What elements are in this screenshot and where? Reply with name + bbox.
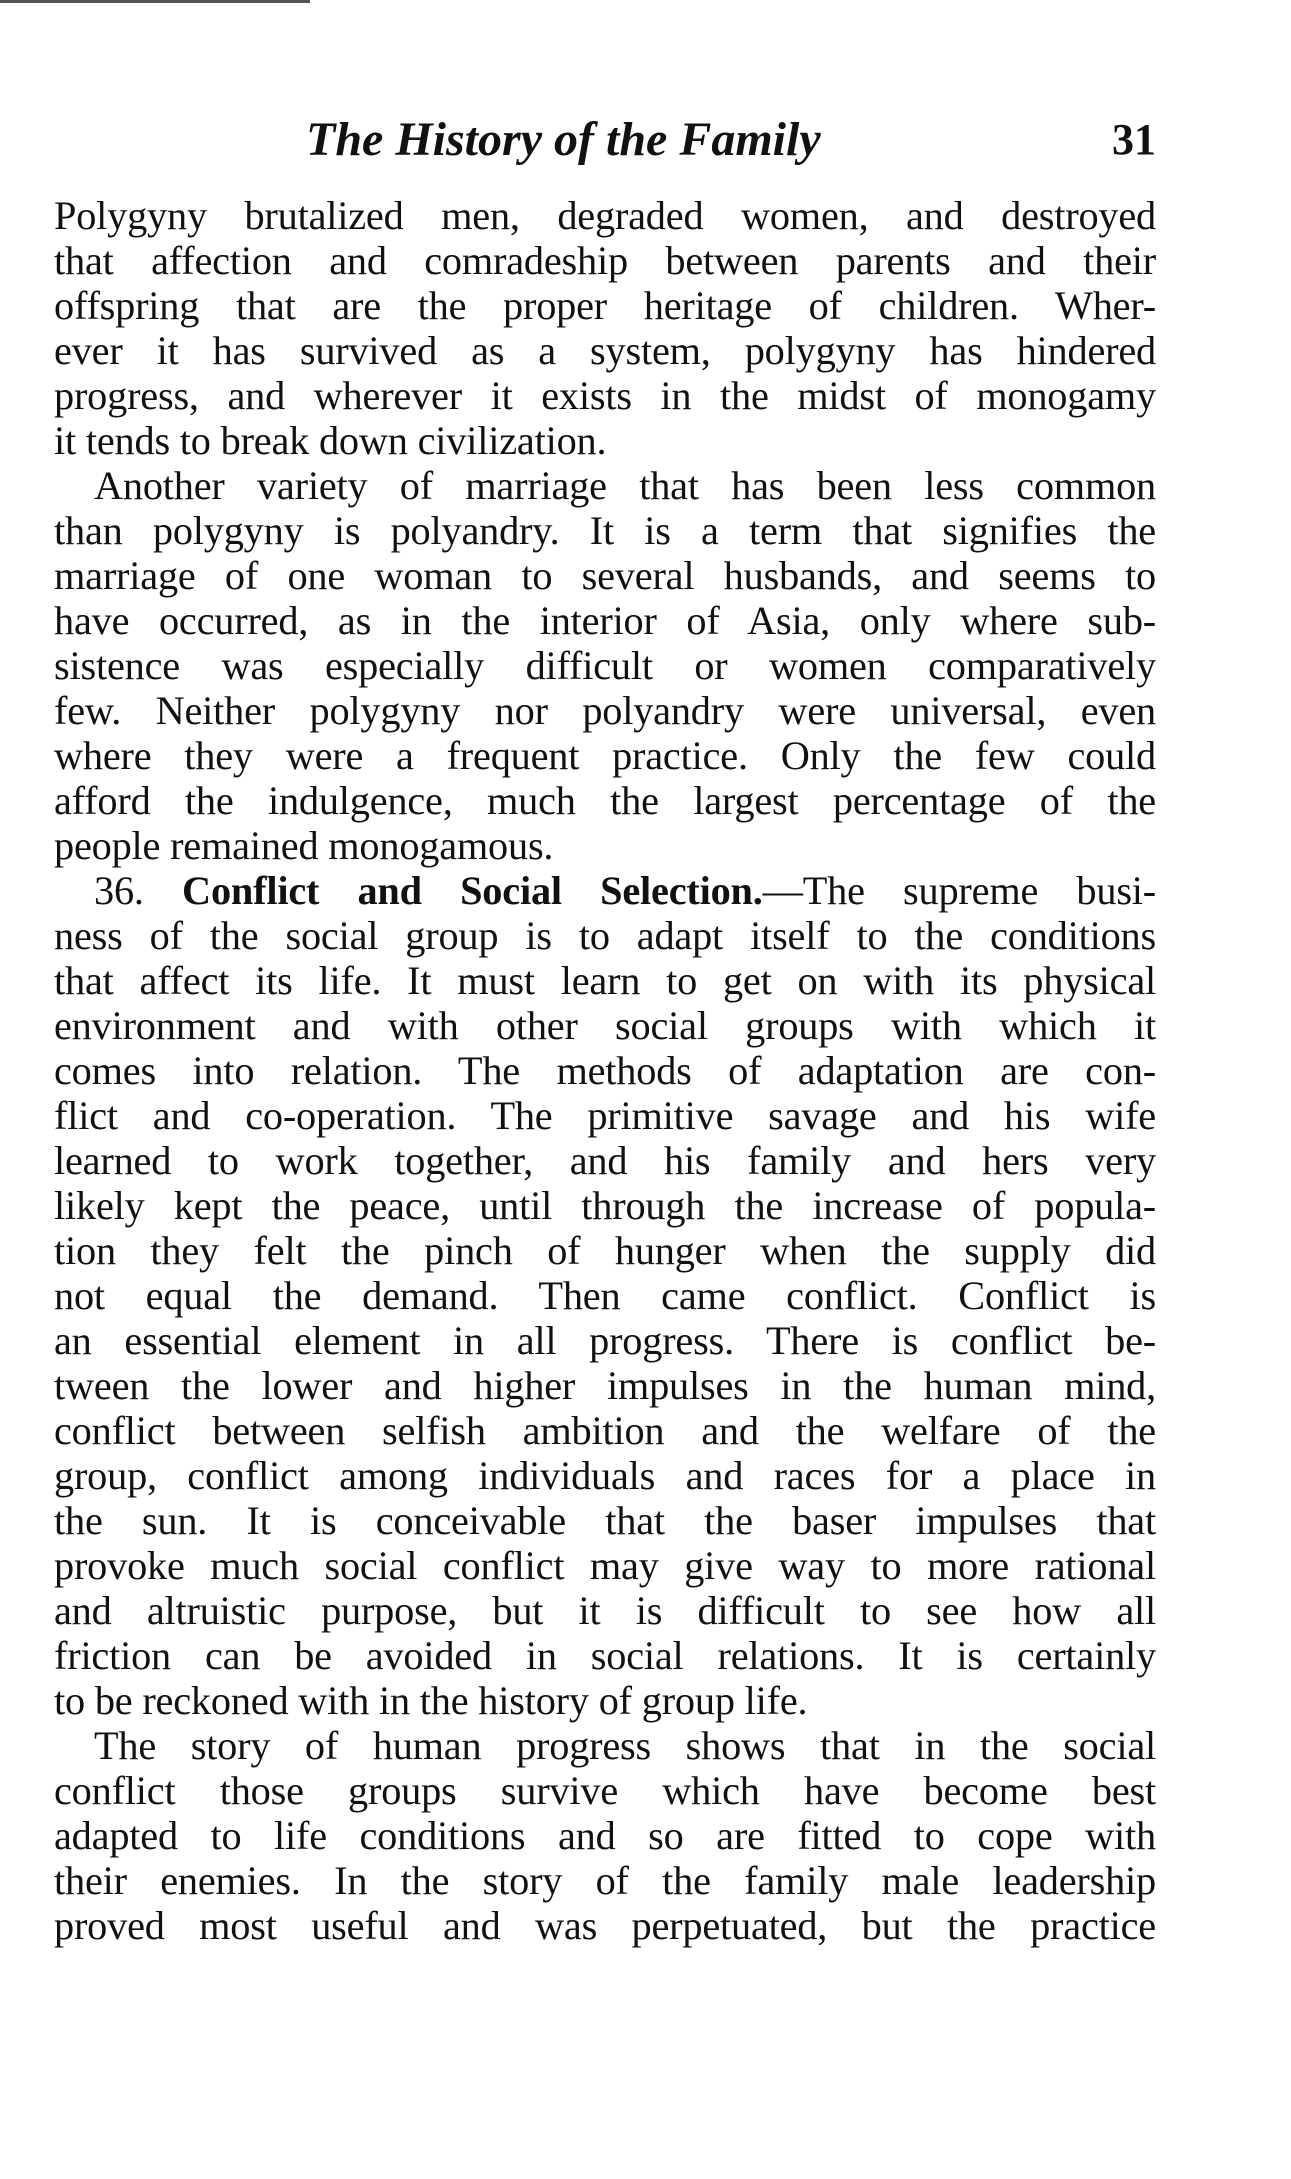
text-line: few. Neither polygyny nor polyandry were universal, even xyxy=(54,688,1156,733)
paragraph-section-36 xyxy=(54,868,1156,1723)
text-line: adapted to life conditions and so are fitted to cope with xyxy=(54,1813,1156,1858)
text-line: afford the indulgence, much the largest percentage of the xyxy=(54,778,1156,823)
running-head xyxy=(56,110,1156,180)
page-number: 31 xyxy=(1112,115,1156,164)
section-first-line-text: —The supreme busi- xyxy=(762,868,1157,913)
text-line: people remained monogamous. xyxy=(54,823,554,868)
text-line: proved most useful and was perpetuated, but the practice xyxy=(54,1903,1156,1948)
text-line: where they were a frequent practice. Only the few could xyxy=(54,733,1156,778)
text-line: sistence was especially difficult or women comparatively xyxy=(54,643,1156,688)
paragraph-polyandry xyxy=(54,463,1156,868)
text-line: an essential element in all progress. There is conflict be- xyxy=(54,1318,1156,1363)
text-line: conflict those groups survive which have become best xyxy=(54,1768,1156,1813)
text-line: comes into relation. The methods of adaptation are con- xyxy=(54,1048,1156,1093)
text-line: Polygyny brutalized men, degraded women, and destroyed xyxy=(54,193,1156,238)
text-line: that affection and comradeship between parents and their xyxy=(54,238,1156,283)
paragraph-polygyny xyxy=(54,193,1156,463)
section-number: 36. xyxy=(94,868,144,913)
text-line: their enemies. In the story of the family male leadership xyxy=(54,1858,1156,1903)
text-line: it tends to break down civilization. xyxy=(54,418,607,463)
text-line: environment and with other social groups with which it xyxy=(54,1003,1156,1048)
text-line: and altruistic purpose, but it is difficult to see how all xyxy=(54,1588,1156,1633)
text-line: not equal the demand. Then came conflict. Conflict is xyxy=(54,1273,1156,1318)
text-line: likely kept the peace, until through the increase of popula- xyxy=(54,1183,1156,1228)
running-title: The History of the Family xyxy=(306,113,821,166)
top-edge-rule xyxy=(0,0,310,3)
paragraph-human-progress xyxy=(54,1723,1156,1948)
text-line: tween the lower and higher impulses in the human mind, xyxy=(54,1363,1156,1408)
text-line: group, conflict among individuals and races for a place in xyxy=(54,1453,1156,1498)
text-line: provoke much social conflict may give way to more rational xyxy=(54,1543,1156,1588)
text-line: Another variety of marriage that has been less common xyxy=(94,463,1156,508)
text-line: flict and co-operation. The primitive savage and his wife xyxy=(54,1093,1156,1138)
text-line: marriage of one woman to several husbands, and seems to xyxy=(54,553,1156,598)
text-line: the sun. It is conceivable that the baser impulses that xyxy=(54,1498,1156,1543)
text-line: progress, and wherever it exists in the midst of monogamy xyxy=(54,373,1156,418)
text-line: learned to work together, and his family and hers very xyxy=(54,1138,1156,1183)
text-line: to be reckoned with in the history of group life. xyxy=(54,1678,808,1723)
text-line: have occurred, as in the interior of Asia, only where sub- xyxy=(54,598,1156,643)
text-line: than polygyny is polyandry. It is a term that signifies the xyxy=(54,508,1156,553)
text-line: offspring that are the proper heritage of children. Wher- xyxy=(54,283,1156,328)
body-text xyxy=(54,193,1156,1948)
text-line: conflict between selfish ambition and the welfare of the xyxy=(54,1408,1156,1453)
section-heading: Conflict and Social Selection. xyxy=(182,868,763,913)
text-line: The story of human progress shows that in the social xyxy=(94,1723,1156,1768)
text-line: ever it has survived as a system, polygyny has hindered xyxy=(54,328,1156,373)
text-line: friction can be avoided in social relations. It is certainly xyxy=(54,1633,1156,1678)
text-line: tion they felt the pinch of hunger when the supply did xyxy=(54,1228,1156,1273)
section-first-line xyxy=(54,868,1156,913)
text-line: ness of the social group is to adapt itself to the conditions xyxy=(54,913,1156,958)
text-line: that affect its life. It must learn to get on with its physical xyxy=(54,958,1156,1003)
